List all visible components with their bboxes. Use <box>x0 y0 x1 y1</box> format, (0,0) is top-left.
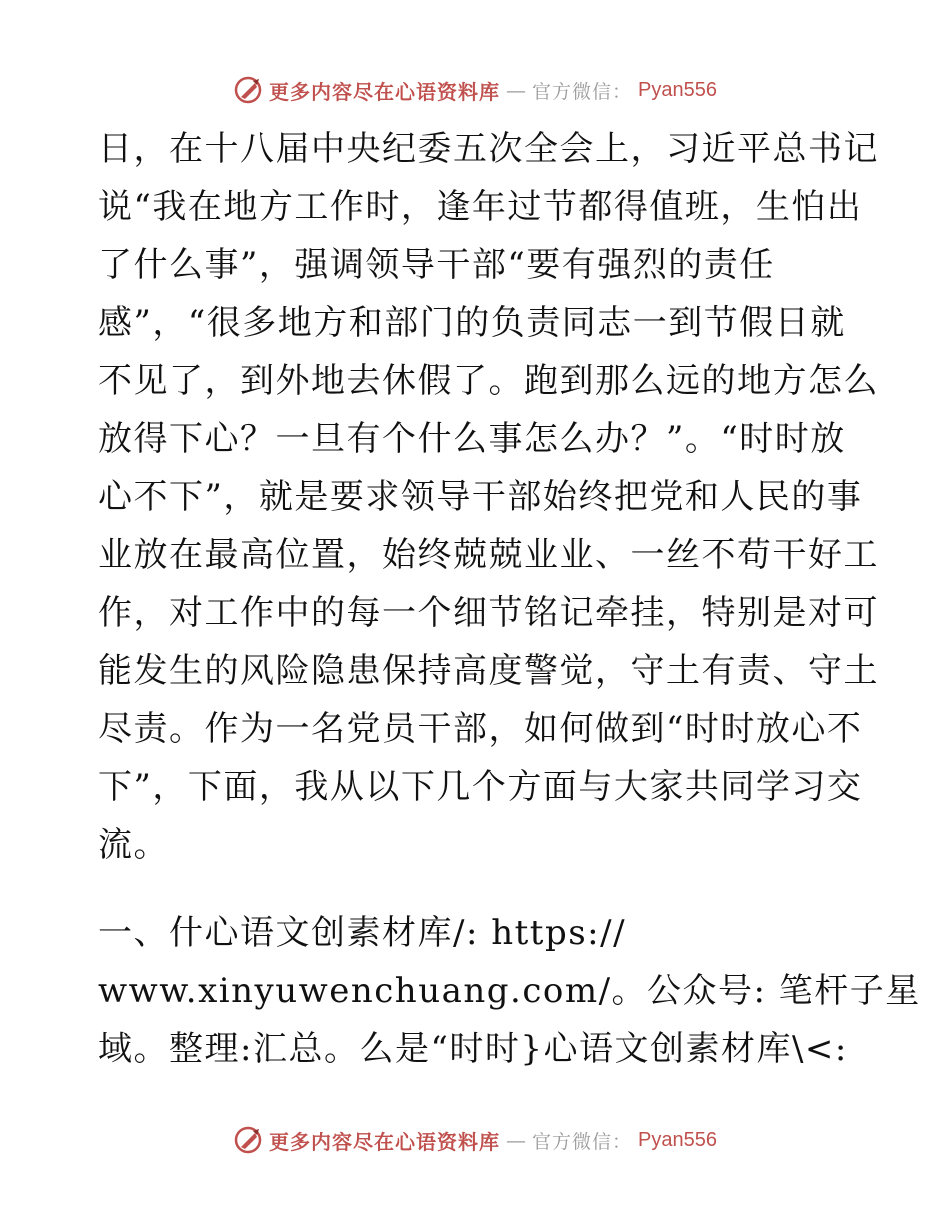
body-line: 尽责。作为一名党员干部，如何做到“时时放心不 <box>98 709 863 749</box>
quill-logo-icon <box>233 1125 263 1155</box>
section-line: 域。整理:汇总。么是“时时}心语文创素材库\<: <box>98 1029 848 1069</box>
body-line: 下”，下面，我从以下几个方面与大家共同学习交 <box>98 767 863 807</box>
section-url-line: www.xinyuwenchuang.com/。公众号: 笔杆子星 <box>98 971 921 1011</box>
document-body <box>98 120 921 1078</box>
body-line: 作，对工作中的每一个细节铭记牵挂，特别是对可 <box>98 593 879 633</box>
wechat-id: Pyan556 <box>638 78 717 101</box>
body-line: 不见了，到外地去休假了。跑到那么远的地方怎么 <box>98 361 879 401</box>
footer-banner <box>0 1120 950 1160</box>
body-line: 业放在最高位置，始终兢兢业业、一丝不苟干好工 <box>98 535 879 575</box>
footer-banner-dash: — <box>506 1128 526 1152</box>
footer-banner-title: 更多内容尽在心语资料库 <box>269 1129 500 1154</box>
banner-title: 更多内容尽在心语资料库 <box>269 79 500 104</box>
body-line: 能发生的风险隐患保持高度警觉，守土有责、守土 <box>98 651 879 691</box>
body-line: 说“我在地方工作时，逢年过节都得值班，生怕出 <box>98 187 863 227</box>
body-line: 日，在十八届中央纪委五次全会上，习近平总书记 <box>98 129 879 169</box>
body-line: 放得下心？一旦有个什么事怎么办？”。“时时放 <box>98 419 846 459</box>
footer-wechat-id: Pyan556 <box>638 1128 717 1151</box>
section-heading-line: 一、什心语文创素材库/: https:// <box>98 913 627 953</box>
wechat-label: 官方微信： <box>532 80 633 103</box>
body-line: 了什么事”，强调领导干部“要有强烈的责任 <box>98 245 775 285</box>
body-line: 心不下”，就是要求领导干部始终把党和人民的事 <box>98 477 863 517</box>
header-banner <box>0 70 950 110</box>
body-line: 感”，“很多地方和部门的负责同志一到节假日就 <box>98 303 846 343</box>
footer-wechat-label: 官方微信： <box>532 1130 633 1153</box>
quill-logo-icon <box>233 75 263 105</box>
banner-dash: — <box>506 78 526 102</box>
body-line: 流。 <box>98 825 169 865</box>
